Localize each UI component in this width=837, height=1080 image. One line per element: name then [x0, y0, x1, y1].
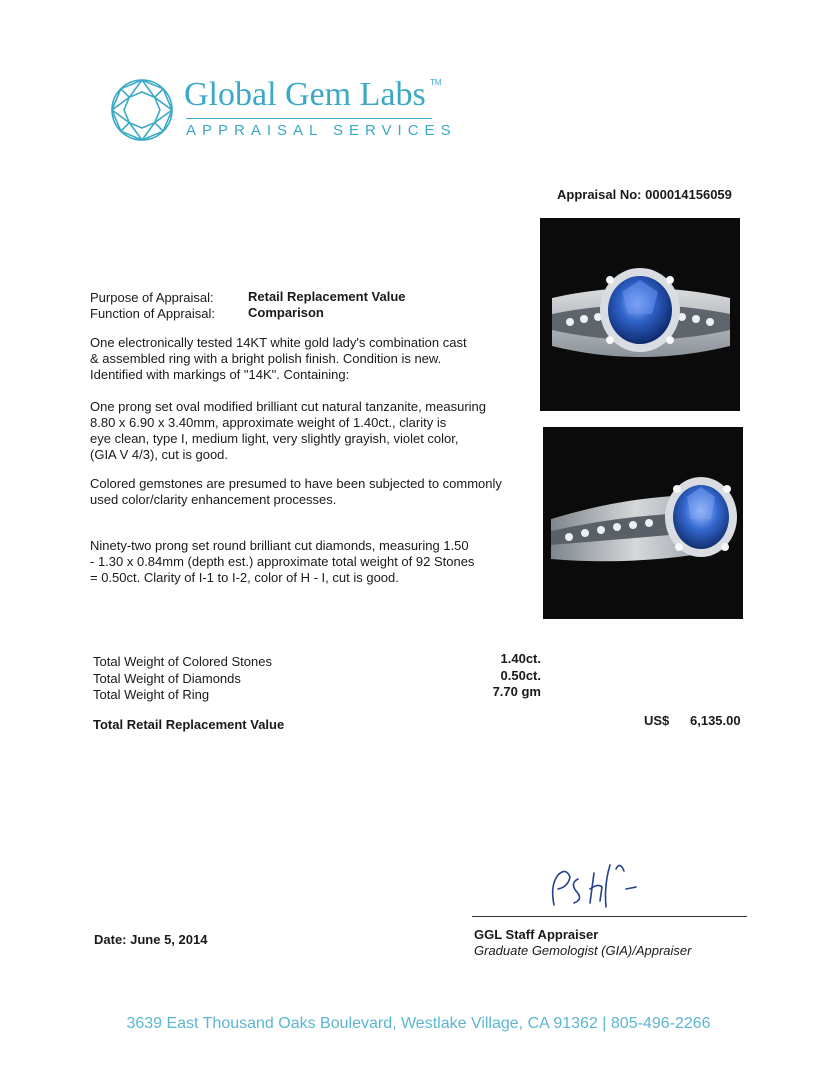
- logo-subtitle: APPRAISAL SERVICES: [186, 122, 457, 139]
- retail-currency: US$: [644, 713, 670, 728]
- appraisal-date: Date: June 5, 2014: [94, 932, 208, 947]
- logo-trademark: TM: [430, 78, 442, 87]
- diamonds-line: - 1.30 x 0.84mm (depth est.) approximate total weight of 92 Stones: [90, 554, 475, 569]
- total-ring-label: Total Weight of Ring: [93, 687, 210, 702]
- center-stone-line: (GIA V 4/3), cut is good.: [90, 447, 229, 462]
- total-diamonds-label: Total Weight of Diamonds: [93, 671, 241, 686]
- center-stone-description: [90, 399, 530, 463]
- treatment-note-line: Colored gemstones are presumed to have been subjected to commonly: [90, 476, 502, 491]
- total-colored-stones-label: Total Weight of Colored Stones: [93, 654, 272, 669]
- total-diamonds-value: 0.50ct.: [500, 668, 541, 683]
- retail-value: 6,135.00: [690, 713, 741, 728]
- treatment-note-line: used color/clarity enhancement processes.: [90, 492, 337, 507]
- total-ring-value: 7.70 gm: [492, 684, 541, 699]
- purpose-label: Purpose of Appraisal:: [90, 290, 214, 305]
- purpose-value: Retail Replacement Value: [248, 289, 406, 304]
- appraisal-number: Appraisal No: 000014156059: [557, 187, 732, 202]
- treatment-note: [90, 476, 530, 508]
- logo-divider: [186, 118, 432, 119]
- diamonds-line: = 0.50ct. Clarity of I-1 to I-2, color of H - I, cut is good.: [90, 570, 399, 585]
- logo-name: Global Gem Labs: [184, 76, 426, 113]
- ring-description-line: & assembled ring with a bright polish finish. Condition is new.: [90, 351, 442, 366]
- ring-description-line: Identified with markings of "14K". Containing:: [90, 367, 350, 382]
- diamonds-description: [90, 538, 530, 586]
- center-stone-line: eye clean, type I, medium light, very slightly grayish, violet color,: [90, 431, 459, 446]
- signature-line: [472, 916, 747, 917]
- center-stone-line: 8.80 x 6.90 x 3.40mm, approximate weight of 1.40ct., clarity is: [90, 415, 447, 430]
- function-value: Comparison: [248, 305, 324, 320]
- gem-logo-icon: [110, 78, 174, 142]
- appraiser-signature: [540, 855, 650, 915]
- ring-photo-front: [540, 218, 740, 411]
- appraiser-name: GGL Staff Appraiser: [474, 927, 599, 942]
- total-colored-stones-value: 1.40ct.: [500, 651, 541, 666]
- diamonds-line: Ninety-two prong set round brilliant cut diamonds, measuring 1.50: [90, 538, 469, 553]
- footer-address: 3639 East Thousand Oaks Boulevard, Westlake Village, CA 91362 | 805-496-2266: [126, 1015, 711, 1032]
- ring-description-line: One electronically tested 14KT white gold lady's combination cast: [90, 335, 467, 350]
- appraiser-title: Graduate Gemologist (GIA)/Appraiser: [474, 943, 692, 958]
- ring-photo-side: [543, 427, 743, 619]
- ring-description: [90, 335, 530, 383]
- function-label: Function of Appraisal:: [90, 306, 216, 321]
- retail-value-label: Total Retail Replacement Value: [93, 717, 285, 732]
- center-stone-line: One prong set oval modified brilliant cut natural tanzanite, measuring: [90, 399, 486, 414]
